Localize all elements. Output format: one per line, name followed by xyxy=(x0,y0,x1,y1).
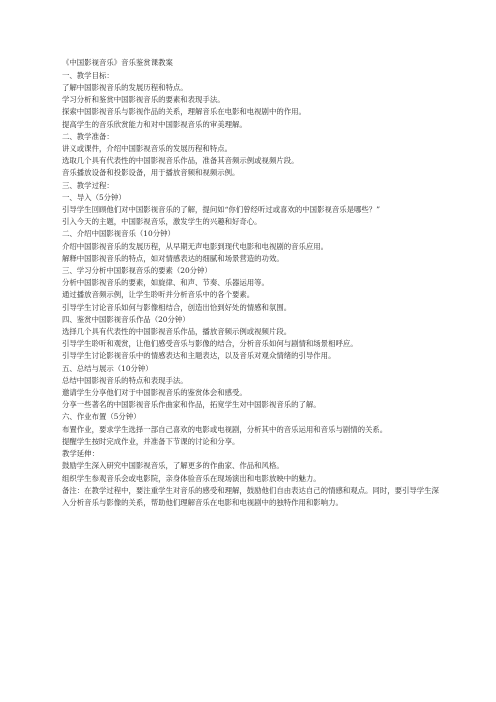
objective-item: 学习分析和鉴赏中国影视音乐的要素和表现手法。 xyxy=(62,95,225,105)
preparation-item: 选取几个具有代表性的中国影视音乐作品，准备其音频示例或视频片段。 xyxy=(62,156,299,166)
objective-item: 提高学生的音乐欣赏能力和对中国影视音乐的审美理解。 xyxy=(62,119,247,129)
step-item: 引导学生回顾他们对中国影视音乐的了解，提问如“你们曾经听过或喜欢的中国影视音乐是哪些？” xyxy=(62,205,380,215)
step-heading-homework: 六、作业布置（5分钟） xyxy=(62,412,141,422)
step-item: 引导学生讨论影视音乐中的情感表达和主题表达，以及音乐对观众情绪的引导作用。 xyxy=(62,351,336,361)
step-item: 邀请学生分享他们对于中国影视音乐的鉴赏体会和感受。 xyxy=(62,388,247,398)
document-title: 《中国影视音乐》音乐鉴赏课教案 xyxy=(62,58,173,67)
step-heading-appreciation: 四、鉴赏中国影视音乐作品（20分钟） xyxy=(62,314,190,324)
step-item: 提醒学生按时完成作业，并准备下节课的讨论和分享。 xyxy=(62,436,240,446)
step-item: 解释中国影视音乐的特点，如对情感表达的细腻和场景营造的功效。 xyxy=(62,253,284,263)
document-page xyxy=(62,57,442,509)
step-item: 选择几个具有代表性的中国影视音乐作品，播放音频示例或视频片段。 xyxy=(62,327,292,337)
section-heading-process: 三、教学过程： xyxy=(62,180,114,190)
step-heading-analysis: 三、学习分析中国影视音乐的要素（20分钟） xyxy=(62,266,212,276)
step-heading-intro: 一、导入（5分钟） xyxy=(62,192,126,202)
objective-item: 探索中国影视音乐与影视作品的关系，理解音乐在电影和电视剧中的作用。 xyxy=(62,107,306,117)
step-item: 布置作业，要求学生选择一部自己喜欢的电影或电视剧，分析其中的音乐运用和音乐与剧情的关系。 xyxy=(62,424,388,434)
section-heading-extension: 教学延伸： xyxy=(62,449,99,459)
remarks-paragraph: 备注：在教学过程中，要注重学生对音乐的感受和理解，鼓励他们自由表达自己的情感和观点。同时，要引导学生深入分析音乐与影像的关系，帮助他们理解音乐在电影和电视剧中的独特作用和影响力。 xyxy=(62,485,439,507)
extension-item: 组织学生参观音乐会或电影院，亲身体验音乐在现场演出和电影放映中的魅力。 xyxy=(62,473,321,483)
section-heading-objectives: 一、教学目标： xyxy=(62,70,114,80)
step-item: 引导学生讨论音乐如何与影像相结合，创造出恰到好处的情感和氛围。 xyxy=(62,302,292,312)
step-heading-summary: 五、总结与展示（10分钟） xyxy=(62,363,153,373)
objective-item: 了解中国影视音乐的发展历程和特点。 xyxy=(62,83,188,92)
extension-item: 鼓励学生深入研究中国影视音乐，了解更多的作曲家、作品和风格。 xyxy=(62,461,284,471)
step-item: 引导学生聆听和观赏，让他们感受音乐与影像的结合，分析音乐如何与剧情和场景相呼应。 xyxy=(62,339,358,349)
step-item: 通过播放音频示例，让学生聆听并分析音乐中的各个要素。 xyxy=(62,290,255,300)
step-item: 介绍中国影视音乐的发展历程，从早期无声电影到现代电影和电视剧的音乐应用。 xyxy=(62,241,329,251)
section-heading-preparation: 二、教学准备： xyxy=(62,131,114,141)
step-item: 分享一些著名的中国影视音乐作曲家和作品，拓宽学生对中国影视音乐的了解。 xyxy=(62,400,321,410)
step-item: 总结中国影视音乐的特点和表现手法。 xyxy=(62,375,188,385)
step-heading-introduction: 二、介绍中国影视音乐（10分钟） xyxy=(62,229,175,239)
step-item: 引入今天的主题，中国影视音乐，激发学生的兴趣和好奇心。 xyxy=(62,217,262,227)
preparation-item: 音乐播放设备和投影设备，用于播放音频和视频示例。 xyxy=(62,168,240,178)
preparation-item: 讲义或课件，介绍中国影视音乐的发展历程和特点。 xyxy=(62,144,232,154)
step-item: 分析中国影视音乐的要素，如旋律、和声、节奏、乐器运用等。 xyxy=(62,278,269,288)
